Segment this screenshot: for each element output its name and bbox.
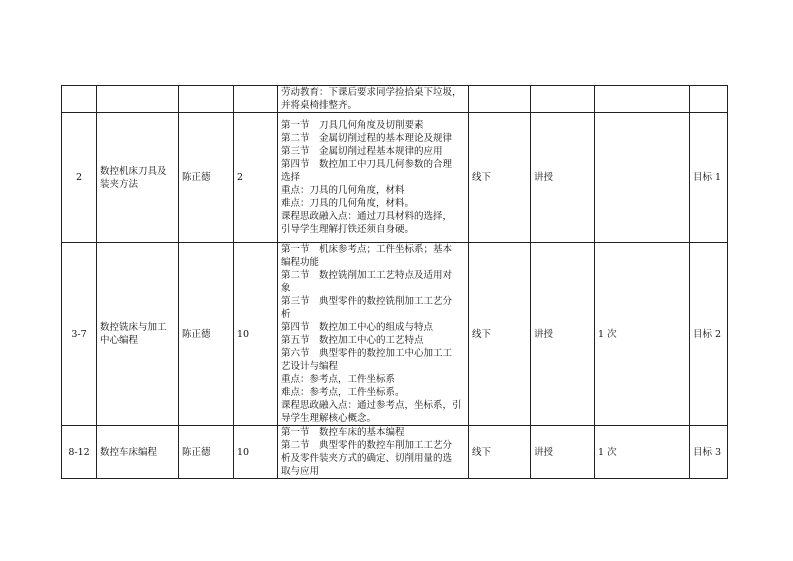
goal-text: 目标 2 <box>693 328 722 340</box>
teacher-cell <box>179 243 234 426</box>
content-line: 第一节 机床参考点；工件坐标系；基本 <box>281 244 453 255</box>
course-schedule-table <box>61 85 728 479</box>
teacher-text: 陈正德 <box>182 446 211 458</box>
method-text: 讲授 <box>534 446 554 458</box>
content-line: 第一节 数控车床的基本编程 <box>281 427 405 438</box>
homework-cell <box>595 113 690 243</box>
method-cell <box>531 113 595 243</box>
mode-text: 线下 <box>472 172 492 183</box>
hours-text: 10 <box>237 446 250 458</box>
content-line: 课程思政融入点：通过刀具材料的选择， <box>281 211 453 222</box>
content-line: 第四节 数控加工中刀具几何参数的合理 <box>281 159 453 170</box>
content-cell <box>278 113 469 243</box>
topic-cell <box>97 113 179 243</box>
week-text: 3-7 <box>71 328 87 340</box>
content-line: 并将桌椅排整齐。 <box>281 100 358 111</box>
homework-text: 1 次 <box>598 446 617 458</box>
content-line: 第二节 金属切削过程的基本理论及规律 <box>281 133 453 144</box>
content-line: 艺设计与编程 <box>281 361 339 372</box>
topic-text: 数控铣床与加工中心编程 <box>100 322 167 346</box>
content-line: 引导学生理解打铁还须自身硬。 <box>281 224 415 235</box>
content-line: 选择 <box>281 172 301 183</box>
table-row <box>62 86 728 113</box>
goal-cell <box>690 243 728 426</box>
goal-cell <box>690 86 728 113</box>
mode-cell <box>469 113 531 243</box>
teacher-cell <box>179 426 234 479</box>
week-cell <box>62 86 97 113</box>
topic-cell <box>97 86 179 113</box>
content-line: 第三节 典型零件的数控铣削加工工艺分 <box>281 296 453 307</box>
homework-cell <box>595 86 690 113</box>
hours-text: 2 <box>237 172 244 183</box>
content-line: 第一节 刀具几何角度及切削要素 <box>281 120 424 131</box>
goal-text: 目标 1 <box>693 172 722 183</box>
content-line: 课程思政融入点：通过参考点，坐标系，引 <box>281 400 462 411</box>
hours-cell <box>234 243 278 426</box>
method-cell <box>531 86 595 113</box>
hours-cell <box>234 86 278 113</box>
content-line: 导学生理解核心概念。 <box>281 413 377 424</box>
method-text: 讲授 <box>534 172 554 183</box>
teacher-cell <box>179 86 234 113</box>
method-cell <box>531 426 595 479</box>
content-line: 编程功能 <box>281 257 320 268</box>
week-text: 8-12 <box>68 446 90 458</box>
content-line: 重点：刀具的几何角度，材料 <box>281 185 405 196</box>
content-line: 析及零件装夹方式的确定、切削用量的选 <box>281 453 453 464</box>
content-line: 第四节 数控加工中心的组成与特点 <box>281 322 434 333</box>
hours-cell <box>234 426 278 479</box>
content-line: 劳动教育：下课后要求同学捡拾桌下垃圾， <box>281 87 462 98</box>
content-line: 第五节 数控加工中心的工艺特点 <box>281 335 424 346</box>
topic-text: 数控车床编程 <box>100 446 158 458</box>
content-line: 第二节 数控铣削加工工艺特点及适用对 <box>281 270 453 281</box>
hours-text: 10 <box>237 328 250 340</box>
content-line: 析 <box>281 309 291 320</box>
method-text: 讲授 <box>534 328 554 340</box>
week-text: 2 <box>75 172 83 183</box>
teacher-text: 陈正德 <box>182 328 211 340</box>
content-line: 象 <box>281 283 291 294</box>
mode-cell <box>469 243 531 426</box>
topic-cell <box>97 426 179 479</box>
content-line: 难点：参考点，工件坐标系。 <box>281 387 405 398</box>
content-line: 第三节 金属切削过程基本规律的应用 <box>281 146 443 157</box>
mode-text: 线下 <box>472 446 492 458</box>
hours-cell <box>234 113 278 243</box>
content-cell <box>278 426 469 479</box>
content-line: 难点：刀具的几何角度，材料。 <box>281 198 415 209</box>
homework-text: 1 次 <box>598 328 617 340</box>
table-row <box>62 113 728 243</box>
goal-cell <box>690 426 728 479</box>
table-row <box>62 426 728 479</box>
mode-text: 线下 <box>472 328 492 340</box>
content-cell <box>278 86 469 113</box>
week-cell <box>62 426 97 479</box>
homework-cell <box>595 426 690 479</box>
content-line: 取与应用 <box>281 466 320 477</box>
table-row <box>62 243 728 426</box>
content-line: 重点：参考点，工件坐标系 <box>281 374 396 385</box>
topic-text: 数控机床刀具及装夹方法 <box>100 165 167 190</box>
mode-cell <box>469 426 531 479</box>
week-cell <box>62 113 97 243</box>
goal-cell <box>690 113 728 243</box>
content-cell <box>278 243 469 426</box>
content-line: 第二节 典型零件的数控车削加工工艺分 <box>281 440 453 451</box>
method-cell <box>531 243 595 426</box>
teacher-cell <box>179 113 234 243</box>
content-line: 第六节 典型零件的数控加工中心加工工 <box>281 348 453 359</box>
goal-text: 目标 3 <box>693 446 722 458</box>
homework-cell <box>595 243 690 426</box>
topic-cell <box>97 243 179 426</box>
week-cell <box>62 243 97 426</box>
mode-cell <box>469 86 531 113</box>
teacher-text: 陈正德 <box>182 172 211 183</box>
